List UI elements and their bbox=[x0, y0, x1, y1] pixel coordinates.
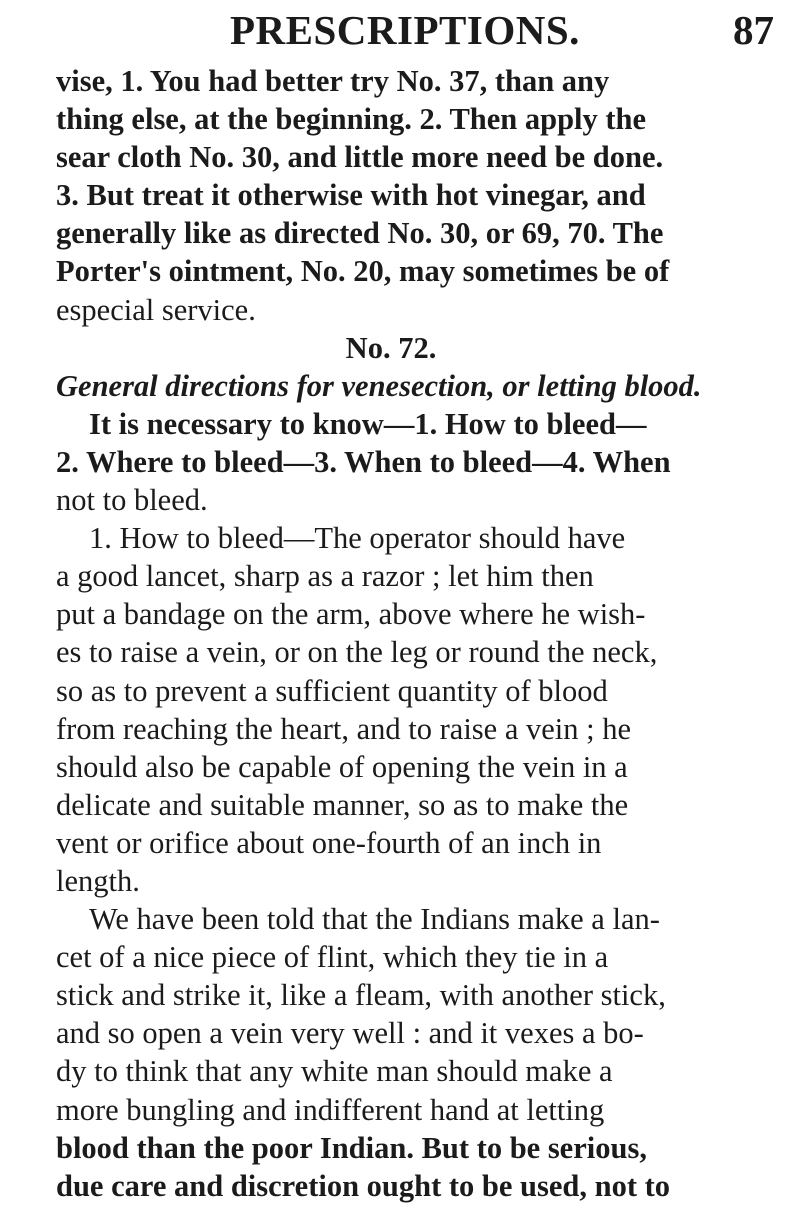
text-line: dy to think that any white man should make a bbox=[56, 1054, 613, 1089]
text-line: not to bleed. bbox=[56, 483, 208, 518]
text-line: delicate and suitable manner, so as to make the bbox=[56, 787, 629, 822]
text-line: more bungling and indifferent hand at letting bbox=[56, 1092, 605, 1127]
text-line: and so open a vein very well : and it vexes a bo- bbox=[56, 1016, 644, 1051]
text-line: put a bandage on the arm, above where he wish- bbox=[56, 597, 646, 632]
text-line: generally like as directed No. 30, or 69, 70. The bbox=[56, 216, 664, 251]
section-heading: General directions for venesection, or letting blood. bbox=[56, 368, 702, 403]
text-line: 3. But treat it otherwise with hot vinegar, and bbox=[56, 178, 646, 213]
paragraph-how-to-bleed bbox=[56, 519, 796, 900]
running-head: PRESCRIPTIONS. bbox=[230, 7, 580, 53]
text-line: especial service. bbox=[56, 292, 256, 327]
text-line: from reaching the heart, and to raise a vein ; he bbox=[56, 711, 632, 746]
paragraph-continued bbox=[56, 62, 796, 329]
text-line: 2. Where to bleed—3. When to bleed—4. When bbox=[56, 444, 671, 479]
text-line: We have been told that the Indians make a lan- bbox=[89, 902, 660, 937]
text-line: due care and discretion ought to be used, not to bbox=[56, 1168, 671, 1203]
paragraph-indians bbox=[56, 900, 796, 1205]
text-line: stick and strike it, like a fleam, with another stick, bbox=[56, 978, 666, 1013]
text-line: Porter's ointment, No. 20, may sometimes be of bbox=[56, 254, 670, 289]
text-line: It is necessary to know—1. How to bleed— bbox=[89, 406, 647, 441]
page-header bbox=[0, 2, 800, 62]
body-text bbox=[56, 62, 796, 1205]
text-line: so as to prevent a sufficient quantity of blood bbox=[56, 673, 608, 708]
section-number: No. 72. bbox=[345, 330, 437, 365]
text-line: sear cloth No. 30, and little more need be done. bbox=[56, 140, 664, 175]
text-line: cet of a nice piece of flint, which they tie in a bbox=[56, 940, 609, 975]
page-number: 87 bbox=[733, 7, 774, 53]
text-line: vise, 1. You had better try No. 37, than any bbox=[56, 64, 610, 98]
text-line: blood than the poor Indian. But to be serious, bbox=[56, 1130, 647, 1165]
paragraph-intro bbox=[56, 405, 796, 519]
text-line: should also be capable of opening the vein in a bbox=[56, 749, 628, 784]
text-line: 1. How to bleed—The operator should have bbox=[89, 521, 626, 556]
text-line: length. bbox=[56, 863, 140, 898]
text-line: a good lancet, sharp as a razor ; let him then bbox=[56, 559, 594, 594]
text-line: es to raise a vein, or on the leg or round the neck, bbox=[56, 635, 658, 670]
text-line: thing else, at the beginning. 2. Then apply the bbox=[56, 102, 647, 137]
text-line: vent or orifice about one-fourth of an inch in bbox=[56, 825, 602, 860]
